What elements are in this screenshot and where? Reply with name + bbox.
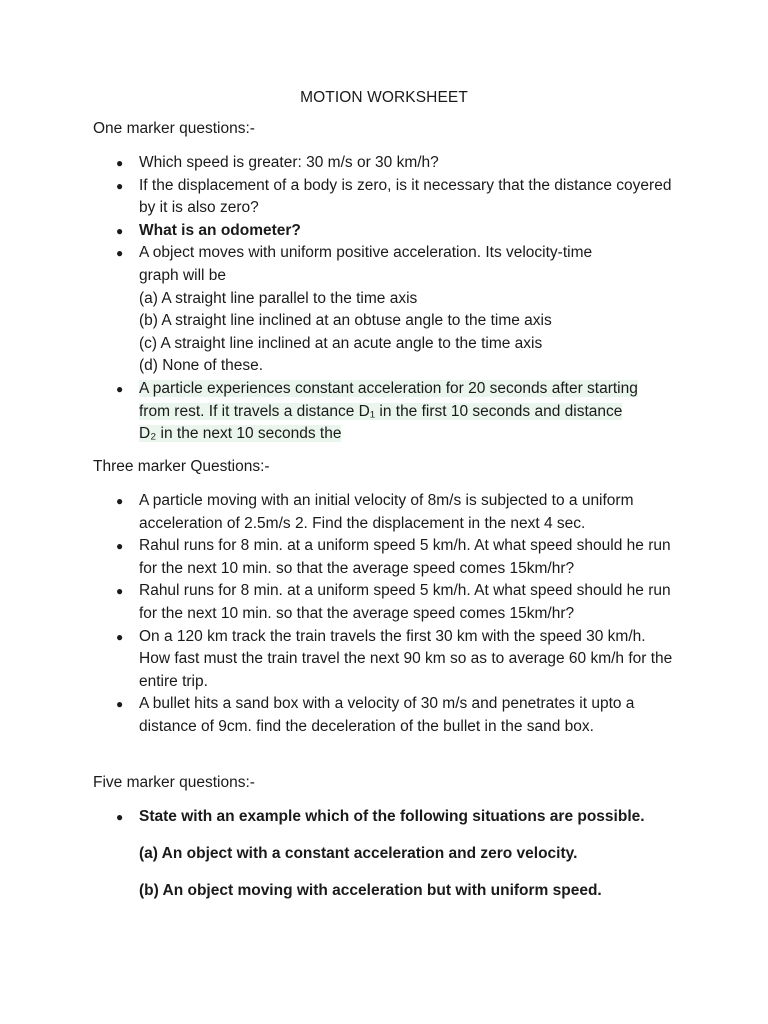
bullet-icon: ● — [116, 539, 124, 554]
bullet-icon: ● — [116, 178, 124, 193]
page-title: MOTION WORKSHEET — [300, 89, 468, 106]
highlighted-text: A particle experiences constant acceleration for 20 seconds after starting — [139, 379, 638, 397]
question-text: State with an example which of the following situations are possible. — [139, 808, 645, 825]
three-marker-heading: Three marker Questions:- — [93, 458, 270, 475]
list-item — [0, 152, 768, 175]
five-marker-heading: Five marker questions:- — [93, 774, 255, 791]
bullet-icon: ● — [116, 810, 124, 824]
bullet-icon: ● — [116, 223, 124, 238]
question-text: Rahul runs for 8 min. at a uniform speed 5 km/h. At what speed should he run for the next 10 min. so that the average speed comes 15km/hr? — [139, 582, 671, 622]
list-item — [0, 378, 768, 446]
highlighted-text: from rest. If it travels a distance D₁ in the first 10 seconds and distance — [139, 402, 623, 420]
question-text: graph will be — [139, 266, 227, 284]
list-item — [0, 490, 768, 535]
question-text: A particle moving with an initial velocity of 8m/s is subjected to a uniform acceleration of 2.5m/s 2. Find the displacement in the next 4 sec. — [139, 492, 634, 532]
list-item — [0, 626, 768, 694]
list-item — [0, 535, 768, 580]
list-item — [0, 580, 768, 625]
list-item — [0, 693, 768, 738]
bullet-icon: ● — [116, 584, 124, 599]
option-a: (a) A straight line parallel to the time axis — [139, 289, 418, 307]
option-c: (c) A straight line inclined at an acute angle to the time axis — [139, 334, 543, 352]
list-item — [0, 242, 768, 378]
option-a: (a) An object with a constant acceleration and zero velocity. — [139, 845, 578, 862]
list-item — [0, 220, 768, 243]
bullet-icon: ● — [116, 156, 124, 170]
question-text: Rahul runs for 8 min. at a uniform speed 5 km/h. At what speed should he run for the next 10 min. so that the average speed comes 15km/hr? — [139, 537, 671, 577]
question-text: On a 120 km track the train travels the first 30 km with the speed 30 km/h. How fast must the train travel the next 90 km so as to average 60 km/h for the entire trip. — [139, 627, 673, 690]
question-text: What is an odometer? — [139, 221, 301, 239]
option-d: (d) None of these. — [139, 357, 264, 375]
list-item — [0, 175, 768, 220]
bullet-icon: ● — [116, 494, 124, 508]
three-marker-list — [0, 490, 768, 739]
question-text: A object moves with uniform positive acceleration. Its velocity-time — [139, 244, 593, 262]
option-b: (b) A straight line inclined at an obtuse angle to the time axis — [139, 312, 552, 330]
bullet-icon: ● — [116, 246, 124, 261]
list-item — [0, 806, 768, 829]
five-marker-list — [0, 806, 768, 829]
bullet-icon: ● — [116, 381, 124, 396]
bullet-icon: ● — [116, 629, 124, 644]
one-marker-list — [0, 152, 768, 446]
question-text: A bullet hits a sand box with a velocity of 30 m/s and penetrates it upto a distance of 9cm. find the deceleration of the bullet in the sand box. — [139, 695, 635, 735]
question-text: If the displacement of a body is zero, is it necessary that the distance coyered by it is also zero? — [139, 176, 672, 217]
question-text: Which speed is greater: 30 m/s or 30 km/h? — [139, 154, 439, 171]
one-marker-heading: One marker questions:- — [93, 120, 255, 137]
option-b: (b) An object moving with acceleration but with uniform speed. — [139, 882, 602, 899]
bullet-icon: ● — [116, 697, 124, 712]
highlighted-text: D₂ in the next 10 seconds the — [139, 425, 342, 443]
